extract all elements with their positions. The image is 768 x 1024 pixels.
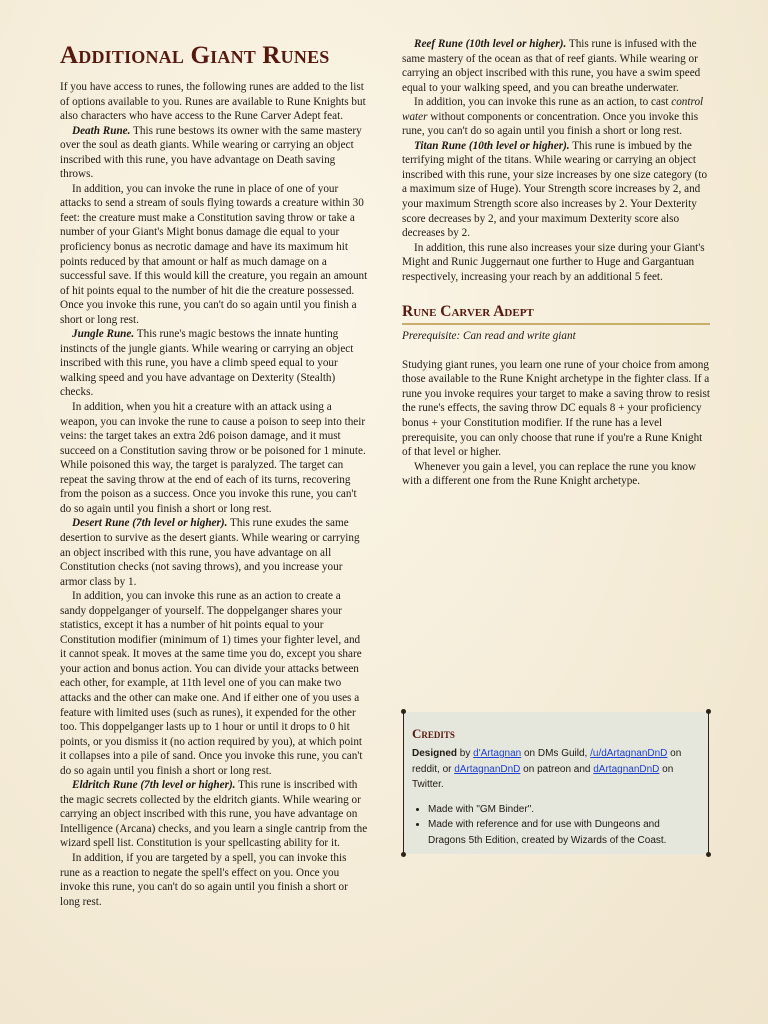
jungle-rune-name: Jungle Rune.	[72, 328, 135, 341]
patreon-link[interactable]: dArtagnanDnD	[454, 763, 521, 775]
titan-rune-invoke: In addition, this rune also increases your size during your Giant's Might and Runic Juggernaut one further to Huge and Gargantuan respectively, increasing your reach by an additional 5 feet.	[402, 241, 705, 283]
desert-rune-entry	[60, 516, 368, 589]
jungle-rune-invoke: In addition, when you hit a creature with an attack using a weapon, you can invoke the rune to cause a poison to seep into their veins: the target takes an extra 2d6 poison damage, and it must succeed on a Constitution saving throw or be poisoned for 1 minute. While poisoned this way, the target is paralyzed. The target can repeat the saving throw at the end of each of its turns, recovering from the poison as a success. Once you invoke this rune, you can't do so again until you finish a short or long rest.	[60, 401, 366, 515]
desert-rune-text: This rune exudes the same desertion to survive as the desert giants. While wearing or carrying an object inscribed with this rune, you have advantage on all Constitution checks (not saving throws), and you increase your armor class by 1.	[60, 517, 360, 588]
credits-heading: Credits	[412, 726, 455, 741]
page-title: Additional Giant Runes	[60, 42, 330, 69]
credits-box	[403, 712, 709, 854]
twitter-link[interactable]: dArtagnanDnD	[593, 763, 660, 775]
reef-invoke-text-b: without components or concentration. Once you invoke this rune, you can't do so again until you finish a short or long rest.	[402, 110, 699, 138]
feat-replace-text: Whenever you gain a level, you can replace the rune you know with a different one from the Rune Knight archetype.	[402, 460, 697, 488]
credits-text-4: on Twitter.	[412, 763, 674, 790]
titan-rune-name: Titan Rune (10th level or higher).	[414, 139, 570, 152]
designed-label: Designed	[412, 748, 458, 759]
credits-by: by	[457, 748, 474, 759]
reef-rune-name: Reef Rune (10th level or higher).	[414, 38, 567, 50]
left-column	[60, 40, 368, 909]
eldritch-rune-entry	[60, 778, 368, 851]
feat-description: Studying giant runes, you learn one rune of your choice from among those available to the Rune Knight archetype in the fighter class. If a rune you invoke requires your target to make a saving throw to resist the rune's effects, the saving throw DC equals 8 + your proficiency bonus + your Constitution modifier. If the rune has a level prerequisite, you can only choose that rune if you're a Rune Knight of that level or higher.	[402, 358, 710, 459]
corner-pin-icon	[706, 852, 711, 857]
desert-rune-name: Desert Rune (7th level or higher).	[72, 517, 228, 530]
credits-list-item: • Made with "GM Binder".	[428, 802, 696, 818]
death-rune-text: This rune bestows its owner with the same mastery over the soul as death giants. While wearing or carrying an object inscribed with this rune, you have advantage on Death saving throws.	[60, 124, 362, 181]
corner-pin-icon	[401, 852, 406, 857]
death-rune-name: Death Rune.	[72, 124, 131, 137]
reef-rune-entry	[402, 37, 710, 95]
credits-list-item: • Made with reference and for use with Dungeons and Dragons 5th Edition, created by Wizards of the Coast.	[428, 817, 696, 848]
credits-text	[412, 746, 696, 793]
titan-rune-entry	[402, 139, 710, 241]
credits-text-2: on reddit, or	[412, 748, 682, 775]
reef-rune-invoke	[402, 95, 710, 139]
reef-invoke-text-a: In addition, you can invoke this rune as an action, to cast	[414, 96, 672, 109]
corner-pin-icon	[401, 709, 406, 714]
feat-heading: Rune Carver Adept	[402, 302, 710, 325]
desert-rune-invoke: In addition, you can invoke this rune as an action to create a sandy doppelganger of yourself. The doppelganger shares your statistics, except it has a number of hit points equal to your Constitution modifier (minimum of 1) times your fighter level, and it cannot speak. It moves at the same time you do, except you share your action and bonus action. You can divide your attacks between each other, for example, at 11th level one of you can make two attacks and the other can make one. And if either one of you uses a feature with limited uses (such as runes), it expended for the other too. This doppelganger lasts up to 1 hour or until it drops to 0 hit points, or you dismiss it (no action required by you), at which point it collapses into a pile of sand. Once you invoke this rune, you can't do so again until you finish a short or long rest.	[60, 590, 363, 777]
right-column	[402, 37, 710, 489]
eldritch-rune-invoke: In addition, if you are targeted by a spell, you can invoke this rune as a reaction to negate the spell's effect on you. Once you invoke this rune, you can't do so again until you finish a short or long rest.	[60, 851, 348, 908]
eldritch-rune-name: Eldritch Rune (7th level or higher).	[72, 779, 236, 792]
eldritch-rune-text: This rune is inscribed with the magic secrets collected by the eldritch giants. While wearing or carrying an object inscribed with this rune, you have advantage on Intelligence (Arcana) checks, and you learn a single cantrip from the wizard spell list. Constitution is your spellcasting ability for it.	[60, 779, 368, 850]
dmsguild-link[interactable]: d'Artagnan	[473, 748, 522, 759]
reef-rune-text: This rune is infused with the same mastery of the ocean as that of reef giants. While wearing or carrying an object inscribed with this rune, you have a swim speed equal to your walking speed, and you can breathe underwater.	[402, 38, 701, 94]
intro-paragraph: If you have access to runes, the following runes are added to the list of options available to you. Runes are available to Rune Knights but also characters who have access to the Rune Carver Adept feat.	[60, 81, 366, 123]
credits-list	[412, 802, 696, 849]
titan-rune-text: This rune is imbued by the terrifying might of the titans. While wearing or carrying an object inscribed with this rune, your size increases by one size category (to a maximum size of Huge). Your Strength score increases by 2, and your maximum Strength score also increases by 2. Your Dexterity score decreases by 2, and your maximum Dexterity score also decreases by 2.	[402, 139, 708, 240]
credits-text-1: on DMs Guild,	[521, 748, 591, 759]
credits-text-3: on patreon and	[520, 763, 594, 775]
death-rune-invoke: In addition, you can invoke the rune in place of one of your attacks to send a stream of souls flying towards a creature within 30 feet: the creature must make a Constitution saving throw or take a number of your Giant's Might bonus damage die equal to your proficiency bonus as necrotic damage and have its maximum hit points reduced by that amount or half as much damage on a successful save. If this would kill the creature, you regain an amount of hit points equal to the number of hit die the creature possessed. Once you invoke this rune, you can't do so again until you finish a short or long rest.	[60, 182, 368, 326]
reddit-link[interactable]: /u/dArtagnanDnD	[590, 748, 668, 759]
jungle-rune-entry	[60, 327, 368, 400]
corner-pin-icon	[706, 709, 711, 714]
jungle-rune-text: This rune's magic bestows the innate hunting instincts of the jungle giants. While wearing or carrying an object inscribed with this rune, you have a climb speed equal to your walking speed and you have advantage on Dexterity (Stealth) checks.	[60, 328, 354, 399]
feat-prerequisite: Prerequisite: Can read and write giant	[402, 330, 576, 343]
death-rune-entry	[60, 124, 368, 182]
control-water-spell: control water	[402, 96, 704, 123]
